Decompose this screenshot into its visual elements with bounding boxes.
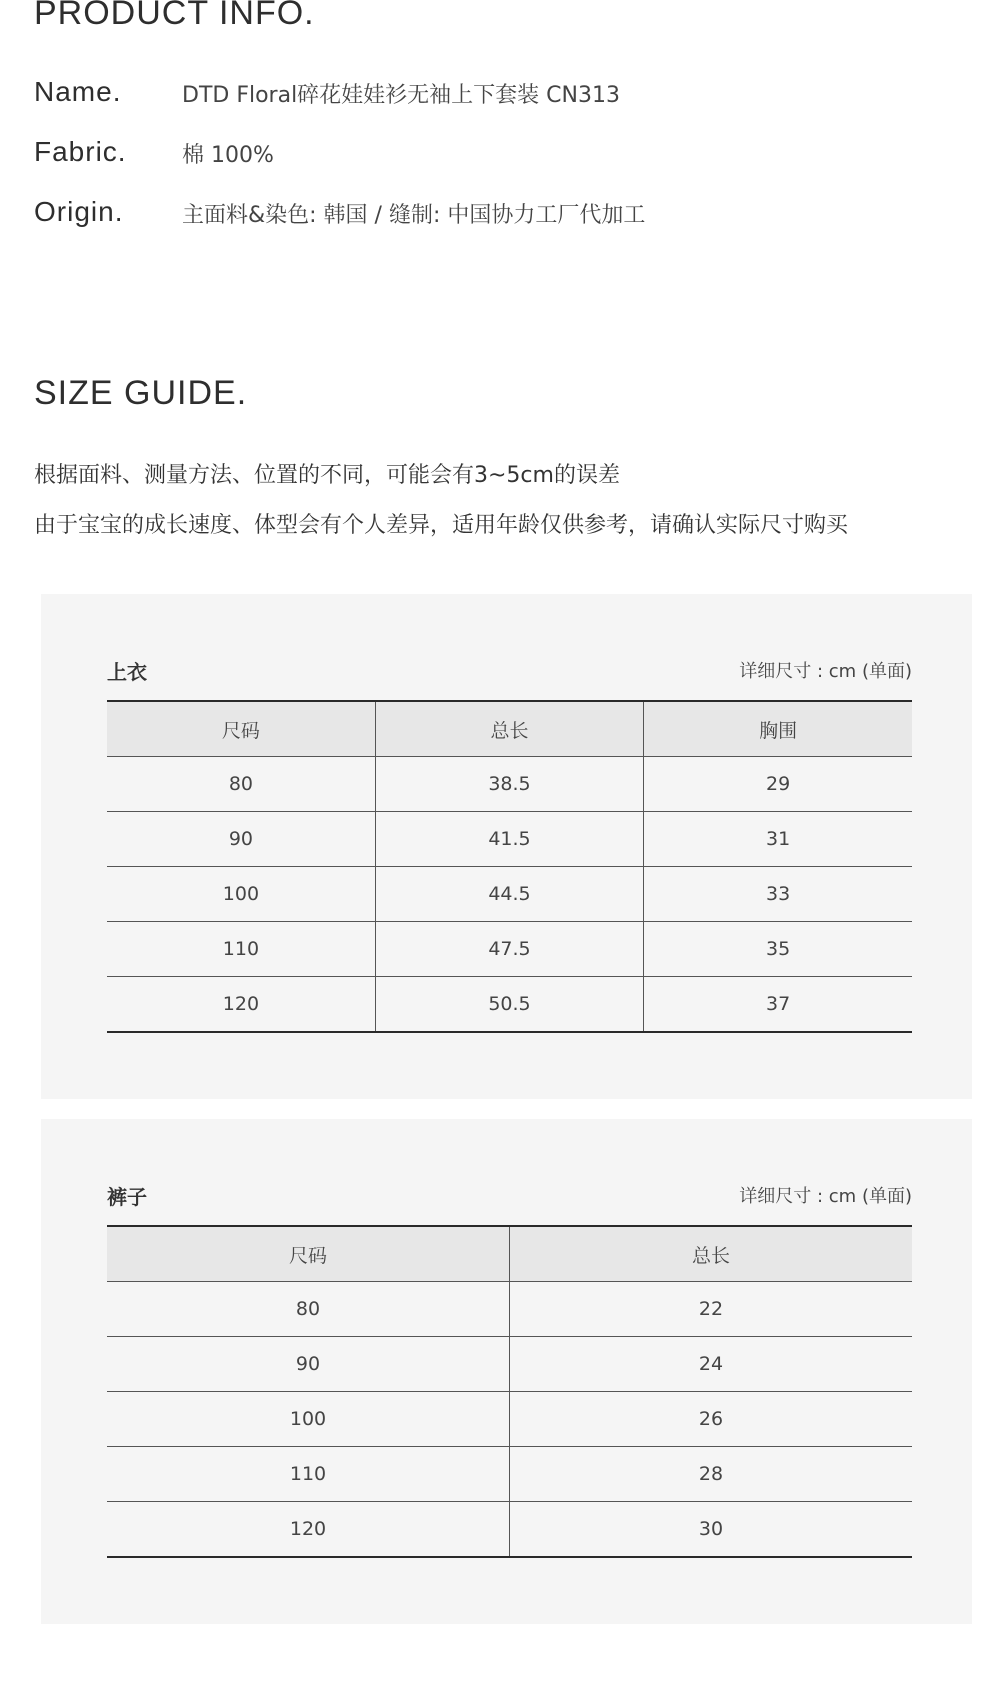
table-row	[107, 977, 912, 1033]
table-cell: 29	[644, 757, 912, 812]
table-header-row	[107, 1226, 912, 1282]
table-cell: 44.5	[375, 867, 643, 922]
size-panel-top	[41, 594, 972, 1099]
size-note-2: 由于宝宝的成长速度、体型会有个人差异，适用年龄仅供参考，请确认实际尺寸购买	[34, 513, 849, 538]
table-row	[107, 1447, 912, 1502]
table-cell: 30	[510, 1502, 913, 1558]
header-length: 总长	[510, 1226, 913, 1282]
table-cell: 37	[644, 977, 912, 1033]
table-cell: 80	[107, 1282, 510, 1337]
panel-unit-top: 详细尺寸 : cm (单面)	[739, 661, 912, 682]
info-label-origin: Origin.	[34, 196, 124, 227]
product-info-title: PRODUCT INFO.	[34, 0, 315, 32]
table-row	[107, 1392, 912, 1447]
table-row	[107, 1502, 912, 1558]
table-cell: 41.5	[375, 812, 643, 867]
table-cell: 100	[107, 867, 375, 922]
table-cell: 26	[510, 1392, 913, 1447]
table-row	[107, 1282, 912, 1337]
table-row	[107, 867, 912, 922]
table-cell: 110	[107, 922, 375, 977]
header-size: 尺码	[107, 701, 375, 757]
table-cell: 38.5	[375, 757, 643, 812]
size-panel-pants	[41, 1119, 972, 1624]
table-cell: 47.5	[375, 922, 643, 977]
panel-name-top: 上衣	[107, 660, 147, 684]
size-note-1: 根据面料、测量方法、位置的不同，可能会有3~5cm的误差	[34, 463, 620, 488]
header-length: 总长	[375, 701, 643, 757]
info-value-name: DTD Floral碎花娃娃衫无袖上下套装 CN313	[182, 83, 620, 108]
header-size: 尺码	[107, 1226, 510, 1282]
table-row	[107, 812, 912, 867]
table-cell: 24	[510, 1337, 913, 1392]
table-cell: 90	[107, 1337, 510, 1392]
table-cell: 33	[644, 867, 912, 922]
info-label-name: Name.	[34, 76, 122, 107]
size-table-pants	[107, 1225, 912, 1558]
table-cell: 120	[289, 1518, 327, 1540]
table-header-row	[107, 701, 912, 757]
size-guide-title: SIZE GUIDE.	[34, 374, 248, 412]
header-chest: 胸围	[644, 701, 912, 757]
info-value-origin: 主面料&染色: 韩国 / 缝制: 中国协力工厂代加工	[182, 203, 646, 228]
table-cell: 28	[510, 1447, 913, 1502]
table-cell: 100	[107, 1392, 510, 1447]
table-cell: 22	[510, 1282, 913, 1337]
size-table-top	[107, 700, 912, 1033]
panel-unit-pants: 详细尺寸 : cm (单面)	[739, 1186, 912, 1207]
table-cell: 120	[222, 993, 260, 1015]
table-row	[107, 1337, 912, 1392]
info-value-fabric: 棉 100%	[182, 143, 274, 168]
table-cell: 31	[644, 812, 912, 867]
table-cell: 110	[107, 1447, 510, 1502]
table-cell: 90	[107, 812, 375, 867]
table-row	[107, 757, 912, 812]
table-cell: 80	[107, 757, 375, 812]
table-cell: 50.5	[375, 977, 643, 1033]
table-cell: 35	[644, 922, 912, 977]
info-label-fabric: Fabric.	[34, 136, 127, 167]
table-row	[107, 922, 912, 977]
panel-name-pants: 裤子	[107, 1185, 147, 1209]
